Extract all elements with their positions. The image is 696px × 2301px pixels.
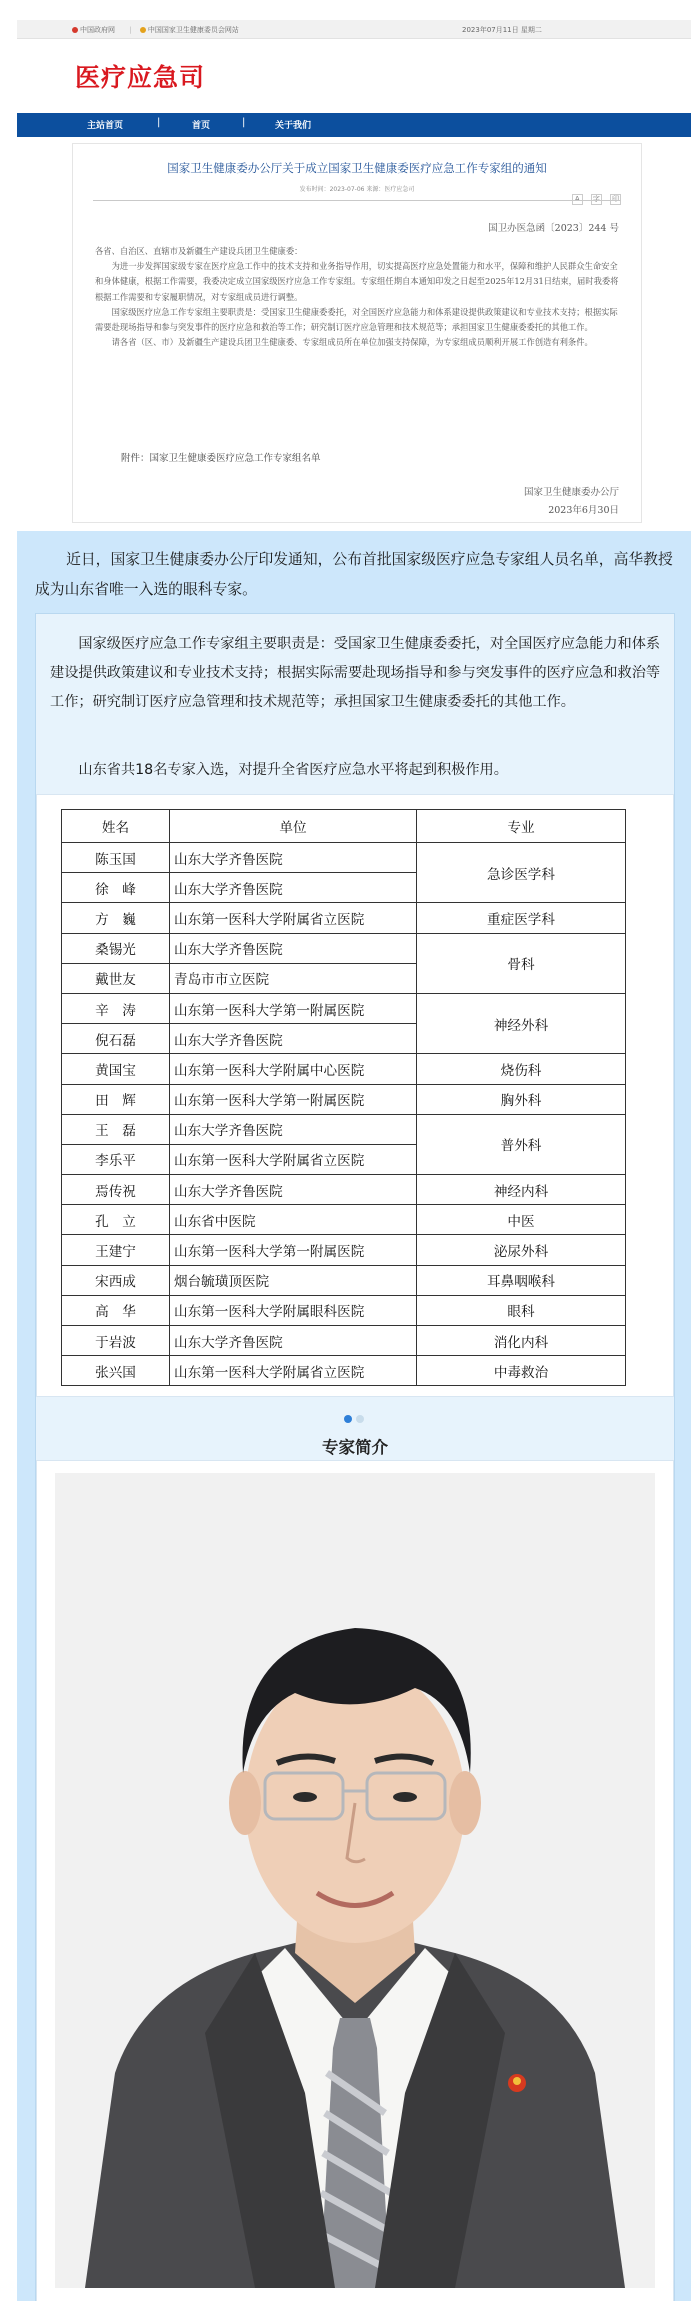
cell-name: 王 磊 — [62, 1114, 170, 1144]
cell-unit: 山东省中医院 — [170, 1205, 417, 1235]
notice-divider — [93, 200, 621, 201]
topbar-divider: | — [129, 26, 132, 34]
cell-unit: 青岛市市立医院 — [170, 963, 417, 993]
expert-photo-card — [36, 1460, 674, 2301]
cell-name: 陈玉国 — [62, 843, 170, 873]
notice-paragraph: 请各省（区、市）及新疆生产建设兵团卫生健康委、专家组成员所在单位加强支持保障，为专家组成员顺利开展工作创造有利条件。 — [111, 337, 593, 348]
cell-specialty: 消化内科 — [417, 1326, 626, 1356]
cell-name: 王建宁 — [62, 1235, 170, 1265]
carousel-indicator — [344, 1408, 368, 1427]
cell-name: 张兴国 — [62, 1356, 170, 1386]
cell-specialty: 泌尿外科 — [417, 1235, 626, 1265]
notice-sign-date: 2023年6月30日 — [548, 505, 619, 516]
cell-unit: 烟台毓璜顶医院 — [170, 1265, 417, 1295]
cell-specialty: 烧伤科 — [417, 1054, 626, 1084]
table-row — [62, 1326, 626, 1356]
notice-title: 国家卫生健康委办公厅关于成立国家卫生健康委医疗应急工作专家组的通知 — [167, 161, 547, 175]
notice-tools — [569, 186, 621, 205]
site-title[interactable]: 医疗应急司 — [75, 63, 206, 92]
nav-separator: | — [242, 117, 246, 128]
portrait-illustration — [55, 1473, 655, 2288]
cell-unit: 山东大学齐鲁医院 — [170, 933, 417, 963]
cell-name: 辛 涛 — [62, 993, 170, 1023]
table-row — [62, 843, 626, 873]
article-lead-paragraph: 近日，国家卫生健康委办公厅印发通知，公布首批国家级医疗应急专家组人员名单，高华教授成为山东省唯一入选的眼科专家。 — [35, 551, 673, 598]
cell-name: 徐 峰 — [62, 873, 170, 903]
cell-name: 田 辉 — [62, 1084, 170, 1114]
cell-unit: 山东大学齐鲁医院 — [170, 1024, 417, 1054]
cell-unit: 山东第一医科大学附属省立医院 — [170, 903, 417, 933]
column-header-unit: 单位 — [170, 810, 417, 843]
document-number: 国卫办医急函〔2023〕244 号 — [488, 223, 619, 234]
cell-unit: 山东大学齐鲁医院 — [170, 1326, 417, 1356]
table-row — [62, 1114, 626, 1144]
cell-specialty: 重症医学科 — [417, 903, 626, 933]
nhc-link[interactable]: 中国国家卫生健康委员会网站 — [140, 26, 245, 34]
nav-item-main-home[interactable]: 主站首页 — [87, 121, 124, 131]
cell-name: 黄国宝 — [62, 1054, 170, 1084]
cell-name: 宋西成 — [62, 1265, 170, 1295]
expert-table — [61, 809, 626, 1386]
notice-signer: 国家卫生健康委办公厅 — [523, 487, 619, 498]
cell-unit: 山东大学齐鲁医院 — [170, 1114, 417, 1144]
table-row — [62, 1356, 626, 1386]
cell-name: 孔 立 — [62, 1205, 170, 1235]
cell-unit: 山东大学齐鲁医院 — [170, 1175, 417, 1205]
article-panel — [35, 613, 675, 2301]
article-paragraph: 国家级医疗应急工作专家组主要职责是：受国家卫生健康委委托，对全国医疗应急能力和体系建设提供政策建议和专业技术支持；根据实际需要赴现场指导和参与突发事件的医疗应急和救治等工作；研究制订医疗应急管理和技术规范等；承担国家卫生健康委委托的其他工作。 — [50, 636, 661, 710]
table-row — [62, 1175, 626, 1205]
cell-unit: 山东第一医科大学第一附属医院 — [170, 1235, 417, 1265]
cell-specialty: 中医 — [417, 1205, 626, 1235]
notice-body — [95, 244, 625, 350]
table-row — [62, 1054, 626, 1084]
carousel-dot-active[interactable] — [344, 1415, 352, 1423]
main-nav — [17, 113, 691, 137]
cell-unit: 山东第一医科大学附属眼科医院 — [170, 1295, 417, 1325]
table-row — [62, 1295, 626, 1325]
topbar-date: 2023年07月11日 星期二 — [462, 26, 542, 34]
cell-name: 焉传祝 — [62, 1175, 170, 1205]
cell-specialty: 急诊医学科 — [417, 843, 626, 903]
table-row — [62, 933, 626, 963]
notice-document — [72, 143, 642, 523]
gov-emblem-icon — [72, 27, 78, 33]
expert-table-card — [36, 794, 674, 1397]
cell-name: 倪石磊 — [62, 1024, 170, 1054]
text-icon[interactable]: 字 — [592, 195, 600, 203]
article-paragraph: 山东省共18名专家入选，对提升全省医疗应急水平将起到积极作用。 — [78, 762, 508, 778]
notice-paragraph: 为进一步发挥国家级专家在医疗应急工作中的技术支持和业务指导作用，切实提高医疗应急处置能力和水平，保障和维护人民群众生命安全和身体健康，根据工作需要，我委决定成立国家级医疗应急工作专家组。专家组任期自本通知印发之日起至2025年12月31日结束，届时我委将根据工作需要和专家履职情况，对专家组成员进行调整。 — [95, 261, 619, 302]
notice-greeting: 各省、自治区、直辖市及新疆生产建设兵团卫生健康委： — [95, 246, 303, 256]
cell-specialty: 神经外科 — [417, 993, 626, 1053]
cell-specialty: 普外科 — [417, 1114, 626, 1174]
cell-unit: 山东第一医科大学第一附属医院 — [170, 993, 417, 1023]
nav-separator: | — [157, 117, 161, 128]
cell-name: 高 华 — [62, 1295, 170, 1325]
expert-portrait — [55, 1473, 655, 2288]
cell-specialty: 骨科 — [417, 933, 626, 993]
column-header-specialty: 专业 — [417, 810, 626, 843]
cell-name: 李乐平 — [62, 1144, 170, 1174]
cell-unit: 山东大学齐鲁医院 — [170, 843, 417, 873]
table-header-row — [62, 810, 626, 843]
cell-unit: 山东第一医科大学第一附属医院 — [170, 1084, 417, 1114]
cell-unit: 山东第一医科大学附属省立医院 — [170, 1144, 417, 1174]
cell-name: 戴世友 — [62, 963, 170, 993]
attachment-link[interactable]: 附件：国家卫生健康委医疗应急工作专家组名单 — [121, 453, 321, 464]
cell-name: 桑锡光 — [62, 933, 170, 963]
column-header-name: 姓名 — [62, 810, 170, 843]
table-row — [62, 1205, 626, 1235]
article-section — [17, 531, 691, 2301]
table-row — [62, 1084, 626, 1114]
notice-meta: 发布时间：2023-07-06 来源：医疗应急司 — [299, 186, 415, 193]
font-size-icon[interactable]: A — [572, 194, 583, 205]
expert-intro-title: 专家简介 — [322, 1438, 388, 1457]
print-icon[interactable]: 印 — [612, 195, 619, 203]
cell-specialty: 耳鼻咽喉科 — [417, 1265, 626, 1295]
table-row — [62, 1265, 626, 1295]
notice-paragraph: 国家级医疗应急工作专家组主要职责是：受国家卫生健康委委托，对全国医疗应急能力和体系建设提供政策建议和专业技术支持；根据实际需要赴现场指导和参与突发事件的医疗应急和救治等工作；研究制订医疗应急管理和技术规范等；承担国家卫生健康委委托的其他工作。 — [95, 306, 618, 333]
nav-item-about[interactable]: 关于我们 — [275, 121, 312, 131]
cell-unit: 山东第一医科大学附属省立医院 — [170, 1356, 417, 1386]
cell-specialty: 神经内科 — [417, 1175, 626, 1205]
cell-specialty: 胸外科 — [417, 1084, 626, 1114]
gov-link[interactable]: 中国政府网 — [72, 26, 121, 34]
cell-unit: 山东大学齐鲁医院 — [170, 873, 417, 903]
table-row — [62, 993, 626, 1023]
cell-name: 于岩波 — [62, 1326, 170, 1356]
carousel-dot[interactable] — [356, 1415, 364, 1423]
nav-item-home[interactable]: 首页 — [192, 121, 211, 131]
cell-name: 方 巍 — [62, 903, 170, 933]
table-row — [62, 1235, 626, 1265]
top-utility-bar — [17, 20, 691, 39]
cell-specialty: 眼科 — [417, 1295, 626, 1325]
cell-unit: 山东第一医科大学附属中心医院 — [170, 1054, 417, 1084]
nhc-logo-icon — [140, 27, 146, 33]
table-row — [62, 903, 626, 933]
cell-specialty: 中毒救治 — [417, 1356, 626, 1386]
